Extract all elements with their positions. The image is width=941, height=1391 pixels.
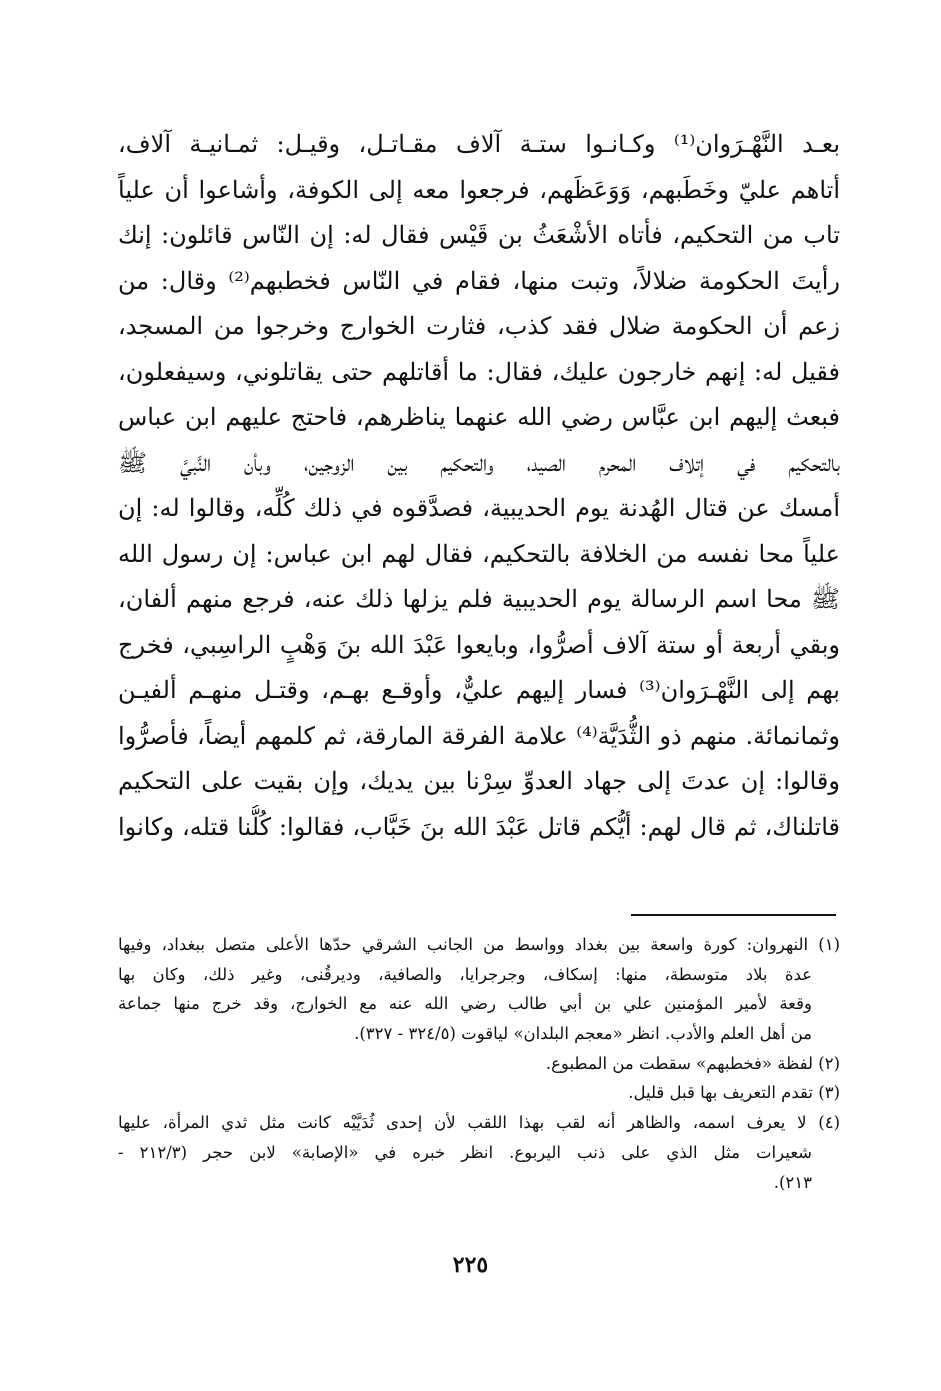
footnote-line: (٢) لفظة «فخطبهم» سقطت من المطبوع. [545,1053,840,1073]
text-line: وثمانمائة. منهم ذو الثُّدَيَّة⁽⁴⁾ علامة الفرقة المارقة، ثم كلمهم أيضاً، فأصرُّوا [118,721,840,750]
footnote-line: (٤) لا يعرف اسمه، والظاهر أنه لقب بهذا اللقب لأن إحدى ثُدَيَّيْه كانت مثل ثدي المرأة، عليها [118,1113,840,1133]
footnote-line: وقعة لأمير المؤمنين علي بن أبي طالب رضي الله عنه مع الخوارج، وقد خرج منها جماعة [118,994,812,1014]
footnote-line: عدة بلاد متوسطة، منها: إسكاف، وجرجرايا، والصافية، وديرقُنى، وغير ذلك، وكان بها [118,964,812,984]
footnote-line: شعيرات مثل الذي على ذنب اليربوع. انظر خبره في «الإصابة» لابن حجر (٢١٢/٣ - [118,1142,812,1162]
footnote-line: ٢١٣). [773,1172,812,1192]
text-line: زعم أن الحكومة ضلال فقد كذب، فثارت الخوارج وخرجوا من المسجد، [118,312,840,340]
text-line: بعـد النَّهْـرَوان⁽¹⁾ وكـانـوا ستـة آلاف مقـاتـل، وقيـل: ثمـانيـة آلاف، [118,130,840,158]
text-line: فبعث إليهم ابن عبَّاس رضي الله عنهما يناظرهم، فاحتج عليهم ابن عباس [118,403,840,431]
main-body-text [118,122,840,850]
text-line: بهم إلى النَّهْـرَوان⁽³⁾ فسار إليهم عليٌّ، وأوقـع بهـم، وقتـل منهـم ألفيـن [118,676,840,704]
text-line: أمسك عن قتال الهُدنة يوم الحديبية، فصدَّقوه في ذلك كُلِّه، وقالوا له: إن [118,494,840,522]
page-number: ٢٢٥ [452,1252,489,1278]
text-line: أتاهم عليّ وخَطَبهم، وَوَعَظَهم، فرجعوا معه إلى الكوفة، وأشاعوا أن علياً [118,175,840,204]
text-line: ﷺ محا اسم الرسالة يوم الحديبية فلم يزلها ذلك عنه، فرجع منهم ألفان، [118,585,840,613]
text-line: وقالوا: إن عدتَ إلى جهاد العدوِّ سِرْنا بين يديك، وإن بقيت على التحكيم [118,767,840,795]
text-line: بالتحكيم في إتلاف المحرم الصيد، والتحكيم بين الزوجين، وبأن النَّبيَّ ﷺ [118,448,840,477]
text-line: علياً محا نفسه من الخلافة بالتحكيم، فقال لهم ابن عباس: إن رسول الله [118,539,840,568]
footnotes [118,930,840,1197]
text-line: وبقي أربعة أو ستة آلاف أصرُّوا، وبايعوا عَبْدَ الله بنَ وَهْبٍ الراسِبي، فخرج [118,630,840,659]
text-line: فقيل له: إنهم خارجون عليك، فقال: ما أقاتلهم حتى يقاتلوني، وسيفعلون، [118,357,840,386]
footnote-separator [631,914,836,916]
footnote-line: من أهل العلم والأدب. انظر «معجم البلدان» لياقوت (٣٢٤/٥ - ٣٢٧). [354,1024,812,1044]
footnote-line: (٣) تقدم التعريف بها قبل قليل. [628,1083,840,1103]
text-line: تاب من التحكيم، فأتاه الأشْعَثُ بن قَيْس فقال له: إن النّاس قائلون: إنك [118,221,840,249]
footnote-line: (١) النهروان: كورة واسعة بين بغداد وواسط من الجانب الشرقي حدّها الأعلى متصل ببغداد، وفيها [118,935,840,954]
text-line: قاتلناك، ثم قال لهم: أيُّكم قاتل عَبْدَ الله بنَ خَبَّاب، فقالوا: كُلُّنا قتله، وكانوا [118,812,840,841]
text-line: رأيتَ الحكومة ضلالاً، وتبت منها، فقام في النّاس فخطبهم⁽²⁾ وقال: من [118,266,840,295]
